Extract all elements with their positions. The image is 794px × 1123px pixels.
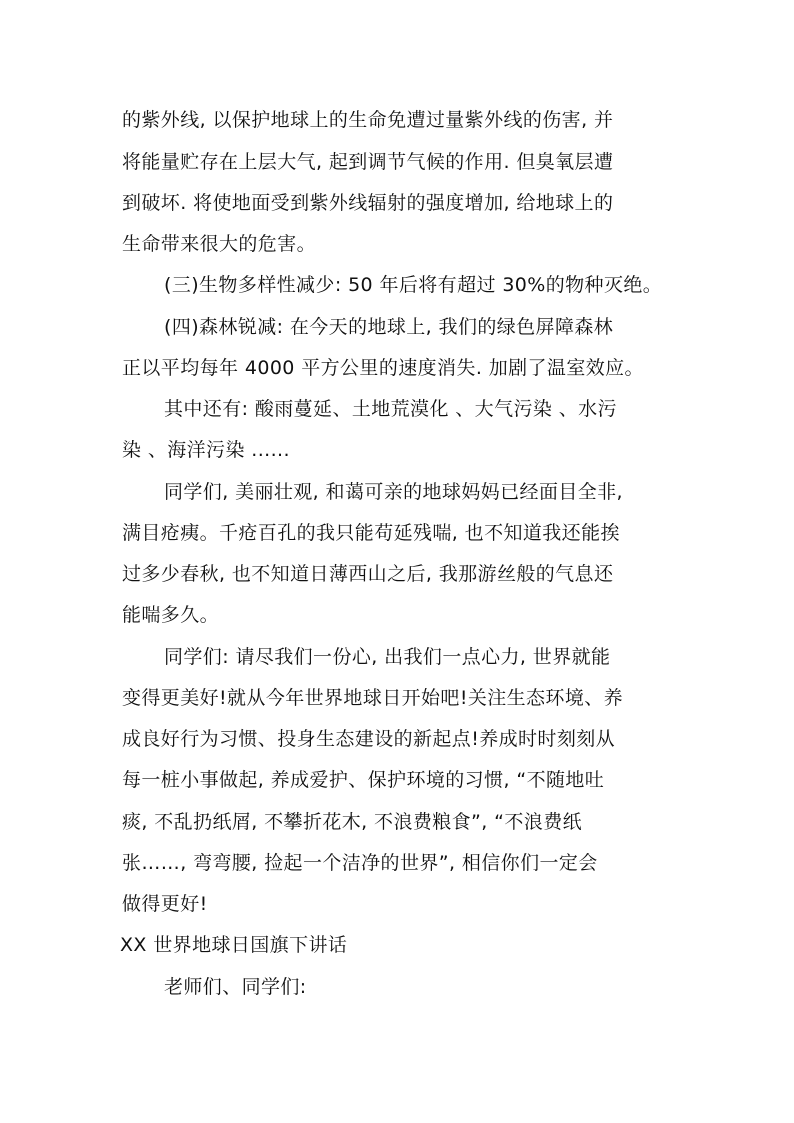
paragraph-line: 染 、海洋污染 ...... <box>122 439 290 461</box>
paragraph-line: 能喘多久。 <box>122 604 220 626</box>
paragraph-line: 张……, 弯弯腰, 捡起一个洁净的世界”, 相信你们一定会 <box>122 852 598 874</box>
paragraph-line: 成良好行为习惯、投身生态建设的新起点!养成时时刻刻从 <box>122 728 616 750</box>
paragraph-line: 同学们, 美丽壮观, 和蔼可亲的地球妈妈已经面目全非, <box>164 481 623 503</box>
paragraph-line: 同学们: 请尽我们一份心, 出我们一点心力, 世界就能 <box>164 646 611 668</box>
paragraph-line: 到破坏. 将使地面受到紫外线辐射的强度增加, 给地球上的 <box>122 192 614 214</box>
paragraph-line: 做得更好! <box>122 893 208 915</box>
paragraph-line: 痰, 不乱扔纸屑, 不攀折花木, 不浪费粮食”, “不浪费纸 <box>122 811 583 833</box>
paragraph-line: 将能量贮存在上层大气, 起到调节气候的作用. 但臭氧层遭 <box>122 151 614 173</box>
paragraph-line: 变得更美好!就从今年世界地球日开始吧!关注生态环境、养 <box>122 687 624 709</box>
paragraph-line: (三)生物多样性减少: 50 年后将有超过 30%的物种灭绝。 <box>164 274 663 296</box>
paragraph-line: 生命带来很大的危害。 <box>122 233 317 255</box>
salutation-line: 老师们、同学们: <box>164 976 307 998</box>
section-heading: XX 世界地球日国旗下讲话 <box>120 934 348 956</box>
paragraph-line: 正以平均每年 4000 平方公里的速度消失. 加剧了温室效应。 <box>122 357 644 379</box>
paragraph-line: 的紫外线, 以保护地球上的生命免遭过量紫外线的伤害, 并 <box>122 109 614 131</box>
paragraph-line: (四)森林锐减: 在今天的地球上, 我们的绿色屏障森林 <box>164 316 614 338</box>
paragraph-line: 其中还有: 酸雨蔓延、土地荒漠化 、大气污染 、水污 <box>164 398 617 420</box>
paragraph-line: 满目疮痍。千疮百孔的我只能苟延残喘, 也不知道我还能挨 <box>122 522 620 544</box>
paragraph-line: 每一桩小事做起, 养成爱护、保护环境的习惯, “不随地吐 <box>122 769 605 791</box>
paragraph-line: 过多少春秋, 也不知道日薄西山之后, 我那游丝般的气息还 <box>122 563 614 585</box>
